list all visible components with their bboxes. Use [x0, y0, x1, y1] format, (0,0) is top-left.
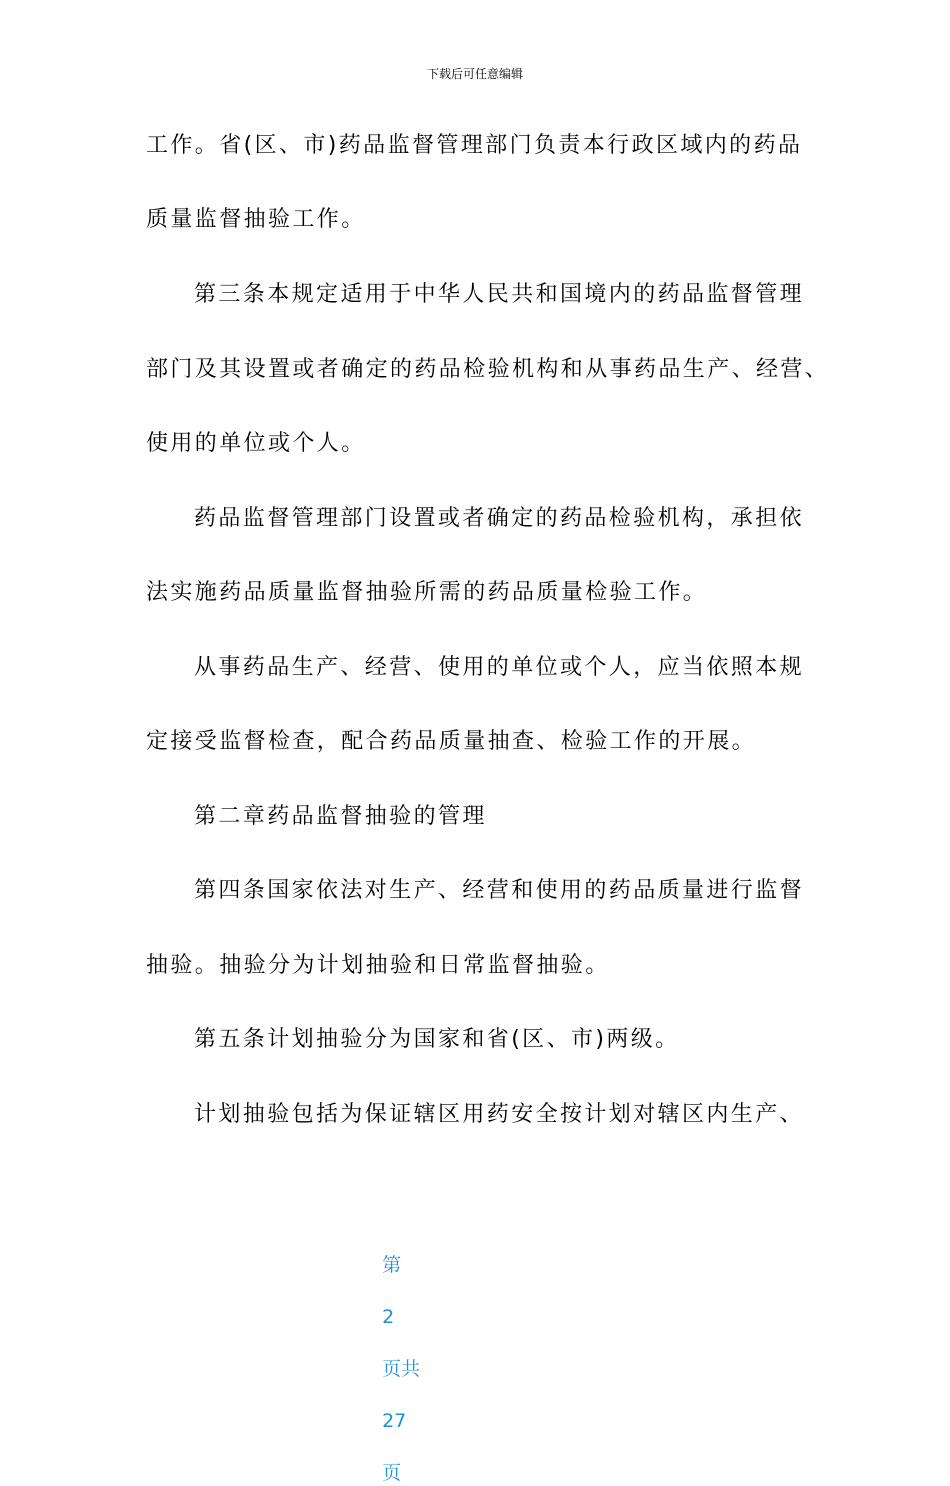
body-line-7: 法实施药品质量监督抽验所需的药品质量检验工作。	[146, 580, 708, 605]
body-line-11: 第四条国家依法对生产、经营和使用的药品质量进行监督	[194, 878, 805, 903]
body-line-9: 定接受监督检查，配合药品质量抽查、检验工作的开展。	[146, 729, 757, 754]
body-line-12: 抽验。抽验分为计划抽验和日常监督抽验。	[146, 953, 610, 978]
page-header: 下载后可任意编辑	[426, 67, 523, 81]
page-mid: 页共	[382, 1358, 421, 1380]
body-line-14: 计划抽验包括为保证辖区用药安全按计划对辖区内生产、	[194, 1102, 805, 1127]
body-line-5: 使用的单位或个人。	[146, 431, 366, 456]
body-line-13: 第五条计划抽验分为国家和省(区、市)两级。	[194, 1027, 680, 1052]
page-footer	[370, 1226, 420, 1486]
body-line-8: 从事药品生产、经营、使用的单位或个人，应当依照本规	[194, 655, 805, 680]
body-line-4: 部门及其设置或者确定的药品检验机构和从事药品生产、经营、	[146, 357, 830, 382]
page-suffix: 页	[382, 1462, 402, 1484]
body-line-6: 药品监督管理部门设置或者确定的药品检验机构，承担依	[194, 506, 805, 531]
page-prefix: 第	[382, 1254, 402, 1276]
body-line-3: 第三条本规定适用于中华人民共和国境内的药品监督管理	[194, 282, 805, 307]
page-total: 27	[382, 1410, 407, 1432]
chapter-heading: 第二章药品监督抽验的管理	[194, 804, 487, 829]
page-number: 2	[382, 1306, 395, 1328]
body-line-1: 工作。省(区、市)药品监督管理部门负责本行政区域内的药品	[146, 133, 803, 158]
body-line-2: 质量监督抽验工作。	[146, 207, 366, 232]
